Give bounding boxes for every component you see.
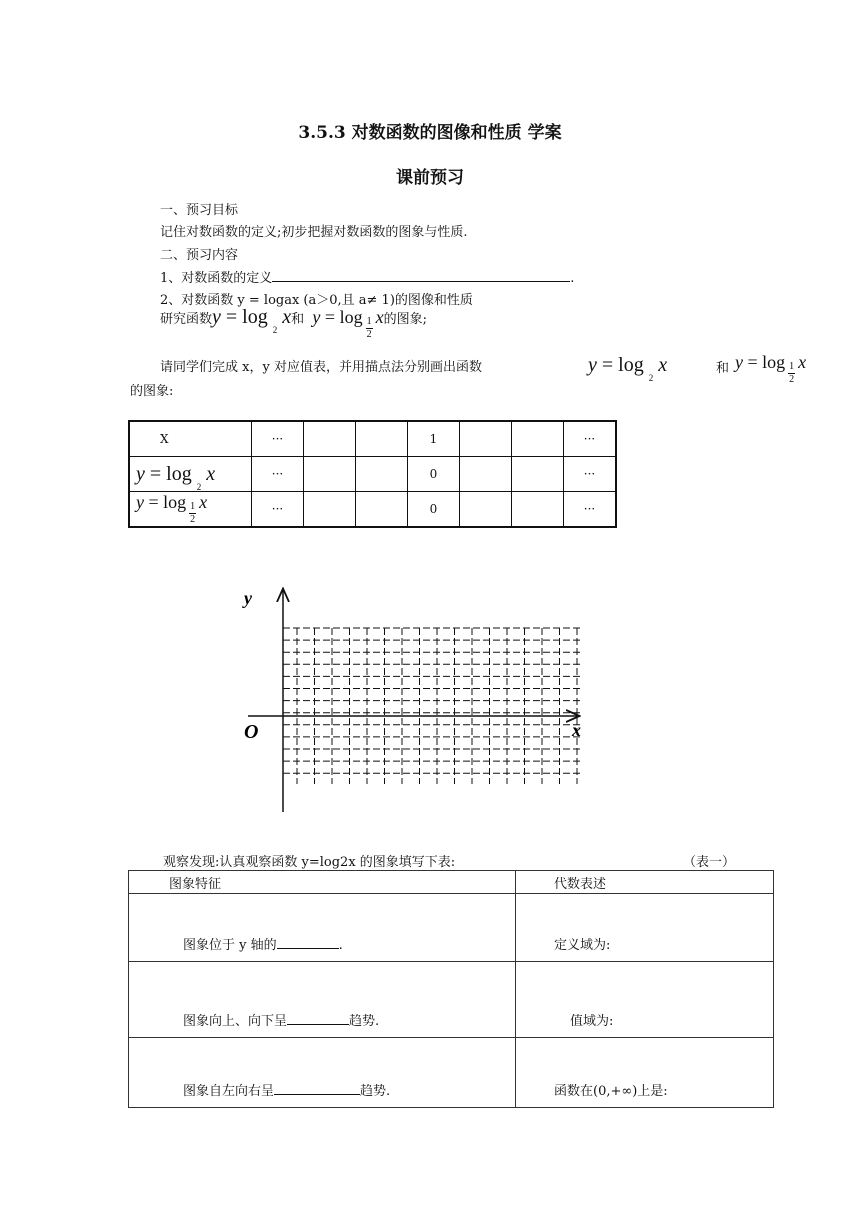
value-table [128, 420, 617, 528]
algebraic-cell[interactable]: 函数在(0,+∞)上是: [516, 1038, 774, 1108]
instruction-and: 和 [716, 361, 730, 376]
row-header-log2: y = log $_2$ x [129, 457, 252, 492]
table-row-log-half [129, 492, 616, 528]
table-cell-blank[interactable] [356, 421, 408, 457]
table-cell: 1 [408, 421, 460, 457]
table-cell: ··· [564, 492, 617, 528]
feature-cell[interactable]: 图象向上、向下呈 趋势. [129, 962, 516, 1038]
study-prefix: 研究函数 [160, 312, 213, 327]
table-row [129, 962, 774, 1038]
study-line [160, 306, 427, 341]
section-goals-heading: 一、预习目标 [160, 203, 239, 218]
table-cell-blank[interactable] [460, 421, 512, 457]
row-header-log-half: y = log $\frac{1}{2}$ x [129, 492, 252, 528]
grid-lines [283, 628, 581, 784]
observation-table [128, 870, 774, 1108]
table-cell-blank[interactable] [512, 421, 564, 457]
table-header-row [129, 871, 774, 894]
formula-log-half: y = log $\frac{1}{2}$ x [312, 307, 384, 340]
table-row-log2 [129, 457, 616, 492]
table-cell-blank[interactable] [356, 492, 408, 528]
instruction-formula-log2: y = log $_2$ x [588, 354, 668, 383]
table-cell-blank[interactable] [460, 492, 512, 528]
instruction-text: 请同学们完成 x，y 对应值表，并用描点法分别画出函数 [160, 360, 482, 375]
table-cell-blank[interactable] [304, 457, 356, 492]
table-cell: ··· [252, 492, 304, 528]
doc-title: 3.5.3 对数函数的图像和性质 学案 [298, 123, 562, 143]
study-suffix: 的图象; [383, 312, 427, 327]
doc-subtitle: 课前预习 [396, 168, 464, 188]
table-cell: ··· [564, 421, 617, 457]
algebraic-cell[interactable]: 值域为: [516, 962, 774, 1038]
item-definition [160, 267, 574, 286]
table-cell-blank[interactable] [512, 492, 564, 528]
table-cell-blank[interactable] [460, 457, 512, 492]
observe-intro: 观察发现:认真观察函数 y=log2x 的图象填写下表: [163, 855, 456, 870]
table-cell: ··· [252, 457, 304, 492]
coordinate-grid[interactable] [236, 580, 596, 820]
item-graph-properties: 2、对数函数 y = logax (a＞0,且 a≠ 1)的图像和性质 [160, 293, 473, 308]
feature-cell[interactable]: 图象自左向右呈 趋势. [129, 1038, 516, 1108]
instruction-tail: 的图象: [130, 384, 174, 399]
table-cell-blank[interactable] [304, 492, 356, 528]
algebraic-cell[interactable]: 定义域为: [516, 894, 774, 962]
item-definition-end: . [570, 271, 575, 286]
section-goals-text: 记住对数函数的定义;初步把握对数函数的图象与性质. [160, 225, 468, 240]
item-definition-label: 1、对数函数的定义 [160, 271, 273, 286]
row-header-x: X [129, 421, 252, 457]
table-row [129, 1038, 774, 1108]
table-cell-blank[interactable] [512, 457, 564, 492]
table-number: （表一） [683, 855, 736, 870]
origin-label: O [244, 721, 259, 743]
table-cell: 0 [408, 457, 460, 492]
feature-cell[interactable]: 图象位于 y 轴的 . [129, 894, 516, 962]
table-cell-blank[interactable] [356, 457, 408, 492]
col-header-algebraic: 代数表述 [516, 871, 774, 894]
col-header-features: 图象特征 [129, 871, 516, 894]
table-cell: ··· [564, 457, 617, 492]
table-cell-blank[interactable] [304, 421, 356, 457]
table-row [129, 894, 774, 962]
definition-blank[interactable] [272, 269, 570, 282]
study-and: 和 [291, 312, 305, 327]
table-cell: 0 [408, 492, 460, 528]
section-content-heading: 二、预习内容 [160, 248, 239, 263]
instruction-formula-log-half: y = log $\frac{1}{2}$ x [735, 352, 807, 385]
table-cell: ··· [252, 421, 304, 457]
formula-log2: y = log $_2$ x [212, 306, 292, 335]
table-row-x [129, 421, 616, 457]
y-axis-label: y [244, 588, 252, 608]
x-axis-label: x [572, 720, 581, 740]
